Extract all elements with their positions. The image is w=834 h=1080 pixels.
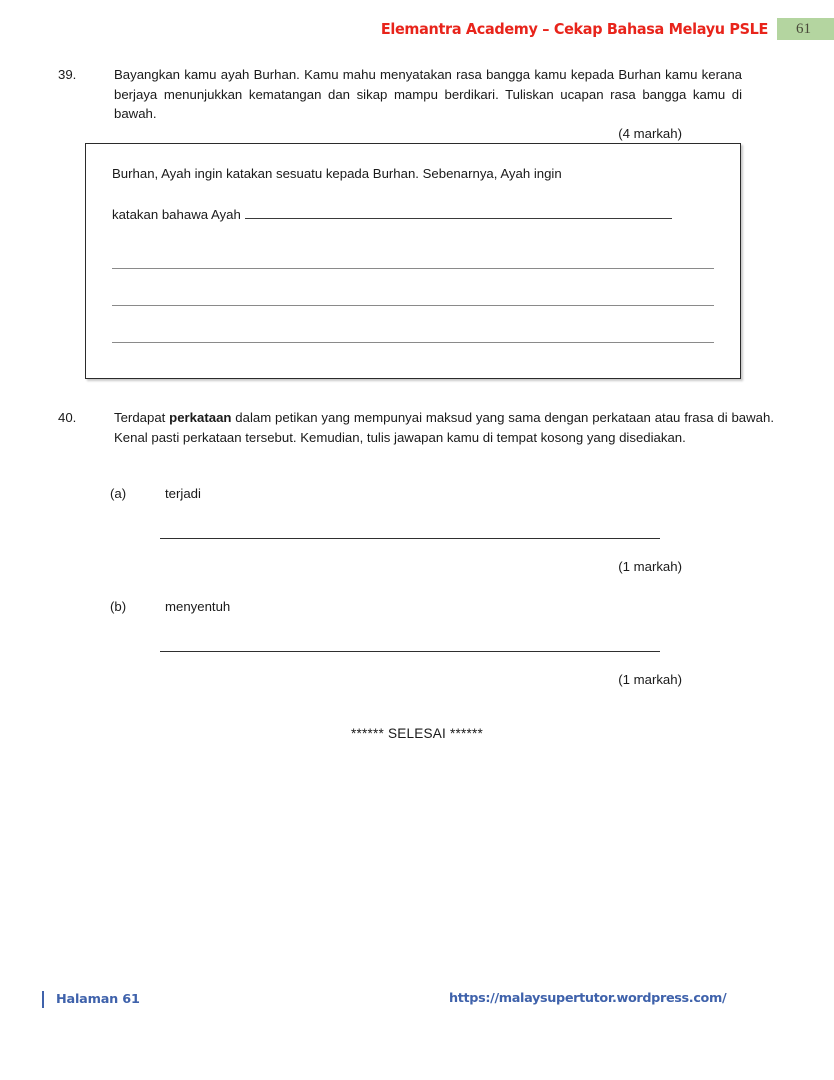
subquestion-b-answer-rule[interactable] (160, 651, 660, 652)
footer-divider-bar-icon (42, 991, 44, 1008)
header-title: Elemantra Academy – Cekap Bahasa Melayu PSLE (380, 20, 768, 38)
answer-box-line-2-label: katakan bahawa Ayah (112, 207, 241, 222)
subquestion-a (110, 484, 201, 504)
question-40-text (114, 408, 774, 447)
subquestion-a-word: terjadi (165, 486, 201, 501)
subquestion-a-answer-rule[interactable] (160, 538, 660, 539)
question-39-marks: (4 markah) (618, 126, 682, 141)
question-40-text-part-2: dalam petikan yang mempunyai maksud yang sama dengan perkataan atau frasa di bawah. Kenal pasti perkataan tersebut. Kemudian, tulis jawapan kamu di tempat kosong yang disediakan. (114, 410, 774, 445)
question-39-text: Bayangkan kamu ayah Burhan. Kamu mahu menyatakan rasa bangga kamu kepada Burhan kamu kerana berjaya menunjukkan kematangan dan sikap mampu berdikari. Tuliskan ucapan rasa bangga kamu di bawah. (114, 67, 742, 121)
subquestion-b-marks: (1 markah) (618, 672, 682, 687)
question-40-text-part-1: Terdapat (114, 410, 170, 425)
question-39-number: 39. (58, 67, 77, 82)
question-40-text-bold: perkataan (169, 410, 232, 425)
subquestion-b-label: (b) (110, 599, 127, 614)
page-footer (0, 991, 834, 1013)
question-40 (58, 408, 774, 447)
answer-box-line-2 (112, 205, 712, 224)
subquestion-a-marks: (1 markah) (618, 559, 682, 574)
footer-page-label: Halaman 61 (56, 992, 140, 1007)
page-header (351, 18, 834, 40)
footer-url-link[interactable]: https://malaysupertutor.wordpress.com/ (449, 991, 727, 1006)
question-40-number: 40. (58, 410, 77, 425)
subquestion-b-word: menyentuh (165, 599, 231, 614)
header-page-number-badge: 61 (777, 18, 834, 40)
end-of-paper-marker: ****** SELESAI ****** (351, 726, 483, 741)
answer-box-blank-rule-2[interactable] (112, 305, 714, 306)
footer-left-group (42, 991, 140, 1008)
subquestion-b (110, 597, 230, 617)
question-39-answer-box[interactable] (85, 143, 741, 379)
question-39 (58, 65, 742, 124)
answer-box-inline-rule[interactable] (245, 205, 672, 219)
answer-box-blank-rule-3[interactable] (112, 342, 714, 343)
subquestion-a-label: (a) (110, 486, 127, 501)
answer-box-blank-rule-1[interactable] (112, 268, 714, 269)
answer-box-line-1: Burhan, Ayah ingin katakan sesuatu kepada Burhan. Sebenarnya, Ayah ingin (112, 166, 562, 181)
